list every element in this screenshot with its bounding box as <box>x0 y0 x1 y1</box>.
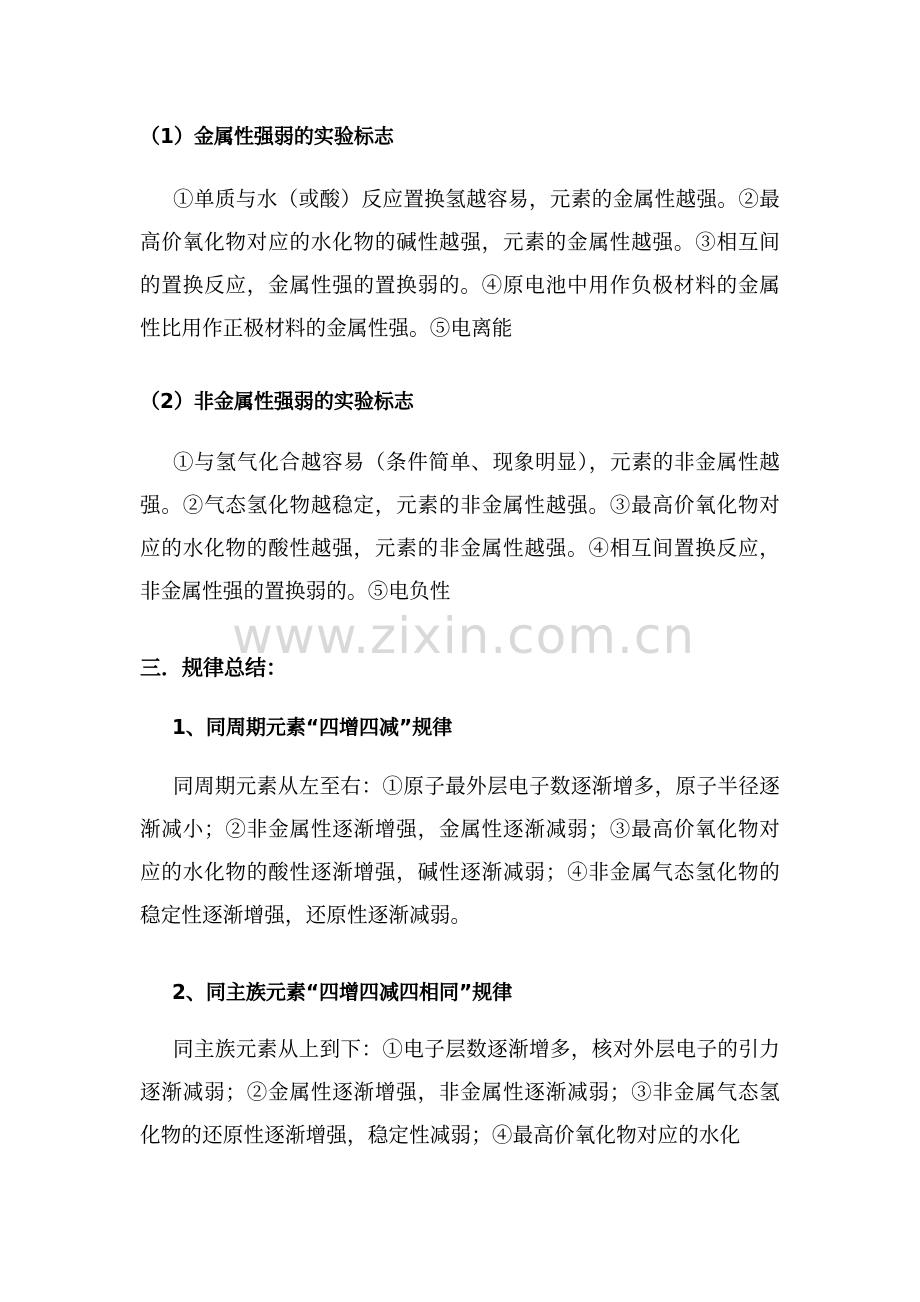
section-3-heading: 三．规律总结： <box>140 656 287 680</box>
section-1-paragraph: ①单质与水（或酸）反应置换氢越容易，元素的金属性越强。②最高价氧化物对应的水化物的碱性越强，元素的金属性越强。③相互间的置换反应，金属性强的置换弱的。④原电池中用作负极材料的金属性比用作正极材料的金属性强。⑤电离能 <box>140 187 780 340</box>
rule-1-heading: 1、同周期元素“四增四减”规律 <box>172 715 453 739</box>
section-2-heading: （2）非金属性强弱的实验标志 <box>140 389 414 413</box>
watermark-text: www.zixin.com.cn <box>232 607 696 665</box>
rule-2-paragraph: 同主族元素从上到下：①电子层数逐渐增多，核对外层电子的引力逐渐减弱；②金属性逐渐增强，非金属性逐渐减弱；③非金属气态氢化物的还原性逐渐增强，稳定性减弱；④最高价氧化物对应的水化 <box>140 1037 780 1147</box>
rule-1-paragraph: 同周期元素从左至右：①原子最外层电子数逐渐增多，原子半径逐渐减小；②非金属性逐渐增强，金属性逐渐减弱；③最高价氧化物对应的水化物的酸性逐渐增强，碱性逐渐减弱；④非金属气态氢化物的稳定性逐渐增强，还原性逐渐减弱。 <box>140 774 780 927</box>
section-2-paragraph: ①与氢气化合越容易（条件简单、现象明显），元素的非金属性越强。②气态氢化物越稳定，元素的非金属性越强。③最高价氧化物对应的水化物的酸性越强，元素的非金属性越强。④相互间置换反应，非金属性强的置换弱的。⑤电负性 <box>140 450 780 603</box>
section-1-heading: （1）金属性强弱的实验标志 <box>140 124 394 148</box>
rule-2-heading: 2、同主族元素“四增四减四相同”规律 <box>172 980 513 1004</box>
